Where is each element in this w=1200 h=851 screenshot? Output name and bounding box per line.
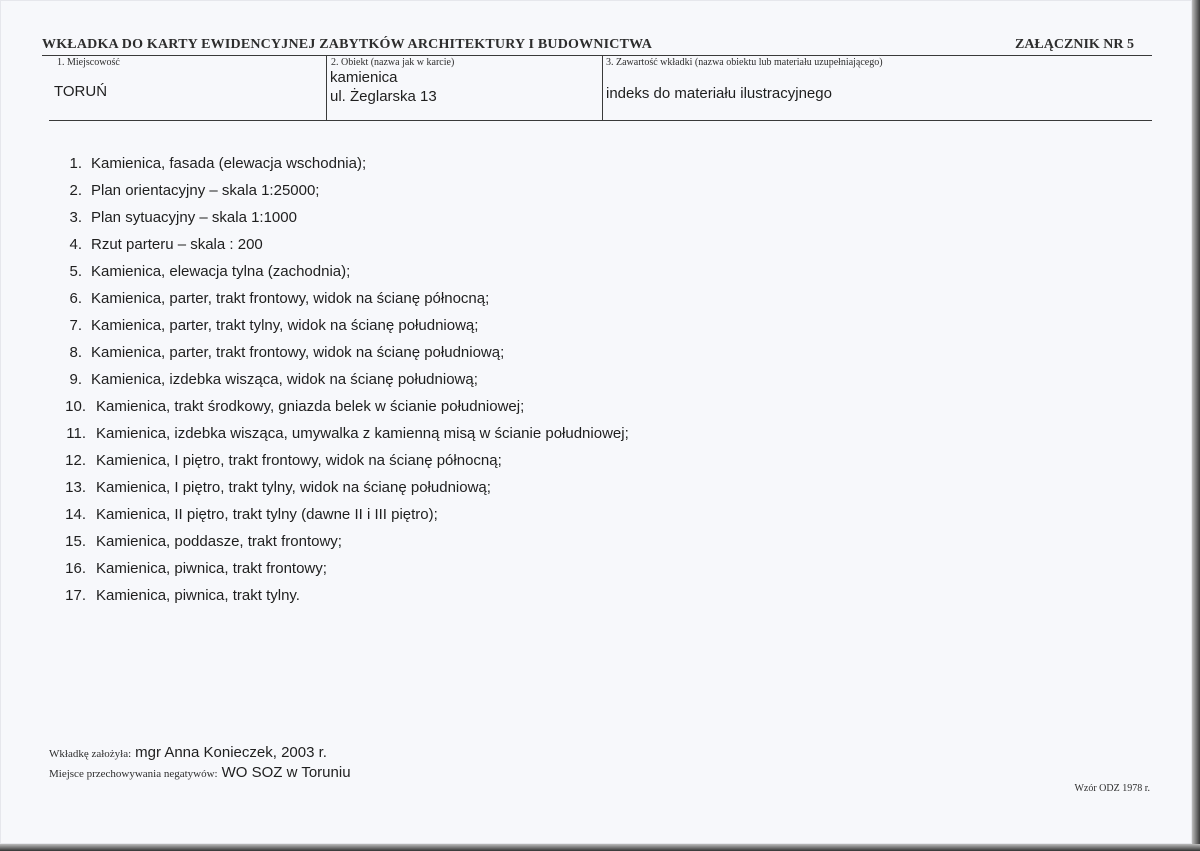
list-item-number: 3. bbox=[69, 209, 82, 226]
header-top-rule bbox=[42, 55, 1152, 56]
list-item-number: 8. bbox=[69, 344, 82, 361]
footer-negatives-value: WO SOZ w Toruniu bbox=[221, 764, 351, 781]
list-item-text: Kamienica, fasada (elewacja wschodnia); bbox=[91, 155, 367, 172]
list-item-number: 13. bbox=[65, 479, 86, 496]
header-bottom-rule bbox=[49, 120, 1152, 121]
list-item-text: Kamienica, parter, trakt frontowy, widok na ścianę północną; bbox=[91, 290, 490, 307]
list-item-number: 4. bbox=[69, 236, 82, 253]
field-divider-1 bbox=[326, 55, 327, 120]
list-item-number: 14. bbox=[65, 506, 86, 523]
footer-negatives-label: Miejsce przechowywania negatywów: bbox=[49, 768, 218, 780]
list-item-number: 6. bbox=[69, 290, 82, 307]
scan-edge-right bbox=[1192, 0, 1200, 851]
list-item-text: Kamienica, elewacja tylna (zachodnia); bbox=[91, 263, 351, 280]
field-divider-2 bbox=[602, 55, 603, 120]
list-item-text: Plan sytuacyjny – skala 1:1000 bbox=[91, 209, 297, 226]
locality-label: 1. Miejscowość bbox=[57, 57, 120, 68]
footer-negatives-line bbox=[49, 764, 351, 782]
contents-label: 3. Zawartość wkładki (nazwa obiektu lub materiału uzupełniającego) bbox=[606, 57, 883, 68]
list-item-text: Kamienica, II piętro, trakt tylny (dawne II i III piętro); bbox=[96, 506, 438, 523]
scan-edge-bottom bbox=[0, 844, 1200, 851]
list-item-number: 10. bbox=[65, 398, 86, 415]
list-item-text: Kamienica, parter, trakt tylny, widok na ścianę południową; bbox=[91, 317, 479, 334]
footer-author-line bbox=[49, 744, 327, 762]
list-item-number: 2. bbox=[69, 182, 82, 199]
list-item-text: Kamienica, piwnica, trakt frontowy; bbox=[96, 560, 327, 577]
annex-number: ZAŁĄCZNIK NR 5 bbox=[1014, 37, 1134, 52]
list-item-text: Kamienica, parter, trakt frontowy, widok na ścianę południową; bbox=[91, 344, 505, 361]
list-item-text: Kamienica, I piętro, trakt tylny, widok na ścianę południową; bbox=[96, 479, 491, 496]
list-item-text: Kamienica, poddasze, trakt frontowy; bbox=[96, 533, 342, 550]
list-item-number: 17. bbox=[65, 587, 86, 604]
form-model-note: Wzór ODZ 1978 r. bbox=[1074, 783, 1150, 794]
locality-value: TORUŃ bbox=[54, 83, 108, 100]
list-item-number: 1. bbox=[69, 155, 82, 172]
list-item-number: 15. bbox=[65, 533, 86, 550]
footer-author-value: mgr Anna Konieczek, 2003 r. bbox=[135, 744, 327, 761]
footer-author-label: Wkładkę założyła: bbox=[49, 748, 132, 760]
list-item-number: 11. bbox=[66, 425, 86, 442]
object-label: 2. Obiekt (nazwa jak w karcie) bbox=[331, 57, 455, 68]
contents-value: indeks do materiału ilustracyjnego bbox=[606, 85, 832, 102]
list-item-number: 9. bbox=[69, 371, 82, 388]
list-item-text: Kamienica, trakt środkowy, gniazda belek w ścianie południowej; bbox=[96, 398, 525, 415]
list-item-number: 7. bbox=[69, 317, 82, 334]
list-item-number: 16. bbox=[65, 560, 86, 577]
list-item-text: Rzut parteru – skala : 200 bbox=[91, 236, 263, 253]
list-item-number: 5. bbox=[69, 263, 82, 280]
object-value-name: kamienica bbox=[330, 69, 398, 86]
object-value-address: ul. Żeglarska 13 bbox=[330, 88, 437, 105]
list-item-text: Kamienica, izdebka wisząca, umywalka z kamienną misą w ścianie południowej; bbox=[96, 425, 629, 442]
list-item-text: Kamienica, piwnica, trakt tylny. bbox=[96, 587, 300, 604]
list-item-text: Plan orientacyjny – skala 1:25000; bbox=[91, 182, 320, 199]
list-item-number: 12. bbox=[65, 452, 86, 469]
form-title: WKŁADKA DO KARTY EWIDENCYJNEJ ZABYTKÓW ARCHITEKTURY I BUDOWNICTWA bbox=[42, 37, 653, 52]
list-item-text: Kamienica, izdebka wisząca, widok na ścianę południową; bbox=[91, 371, 478, 388]
list-item-text: Kamienica, I piętro, trakt frontowy, widok na ścianę północną; bbox=[96, 452, 502, 469]
